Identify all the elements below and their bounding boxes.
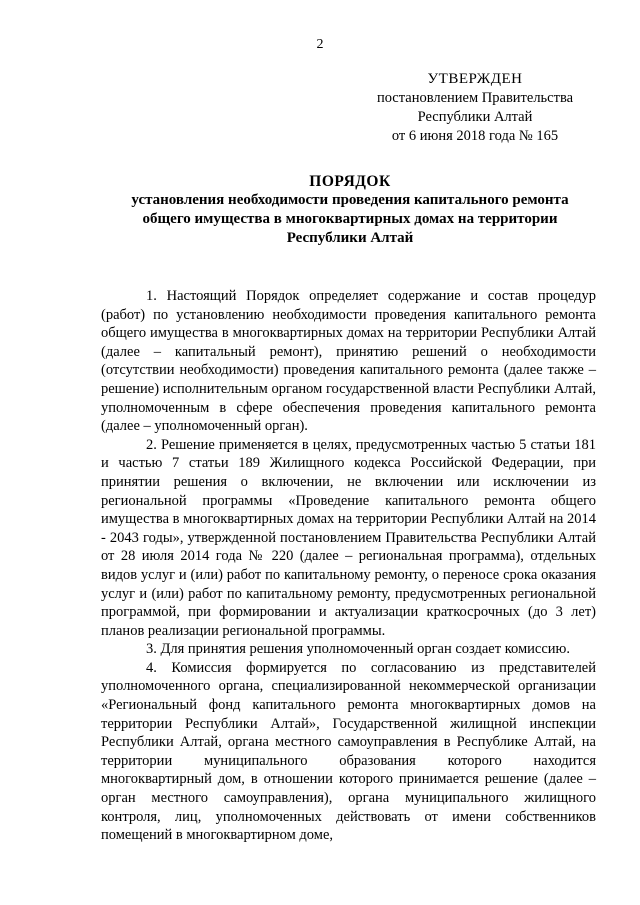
approval-line: Республики Алтай bbox=[417, 109, 533, 125]
approval-date: от 6 июня 2018 года № 165 bbox=[391, 128, 559, 144]
title-main: ПОРЯДОК bbox=[309, 173, 391, 190]
title-line: общего имущества в многоквартирных домах на территории bbox=[142, 211, 558, 227]
document-body bbox=[101, 287, 596, 845]
approval-line: постановлением Правительства bbox=[376, 90, 574, 106]
document-title bbox=[100, 172, 600, 248]
paragraph: 4. Комиссия формируется по согласованию из представителей уполномоченного органа, специализированной некоммерческой организации «Региональный фонд капитального ремонта многоквартирных домов на территории Республики Алтай», Государственной жилищной инспекции Республики Алтай, органа местного самоуправления в Республике Алтай, на территории муниципального образования которого находится многоквартирный дом, в отношении которого принимается решение (далее – орган местного самоуправления), органа муниципального жилищного контроля, лиц, уполномоченных действовать от имени собственников помещений в многоквартирном доме, bbox=[101, 659, 596, 844]
paragraph: 1. Настоящий Порядок определяет содержание и состав процедур (работ) по установлению необходимости проведения капитального ремонта общего имущества в многоквартирных домах на территории Республики Алтай (далее – капитальный ремонт), принятию решений о необходимости (отсутствии необходимости) проведения капитального ремонта (далее также – решение) исполнительным органом государственной власти Республики Алтай, уполномоченным в сфере обеспечения проведения капитального ремонта (далее – уполномоченный орган). bbox=[101, 288, 596, 435]
page-number: 2 bbox=[316, 37, 324, 52]
approval-stamp: УТВЕРЖДЕН bbox=[427, 71, 523, 87]
title-line: Республики Алтай bbox=[286, 230, 414, 246]
paragraph: 3. Для принятия решения уполномоченный орган создает комиссию. bbox=[146, 641, 571, 658]
approval-block bbox=[360, 70, 590, 146]
paragraph: 2. Решение применяется в целях, предусмотренных частью 5 статьи 181 и частью 7 статьи 189 Жилищного кодекса Российской Федерации, при принятии решения о включении, не включении или исключении из региональной программы «Проведение капитального ремонта общего имущества в многоквартирных домах на территории Республики Алтай на 2014 - 2043 годы», утвержденной постановлением Правительства Республики Алтай от 28 июля 2014 года № 220 (далее – региональная программа), отдельных видов услуг и (или) работ по капитальному ремонту, о переносе срока оказания услуг и (или) работ по капитальному ремонту, предусмотренных региональной программой, при формировании и актуализации краткосрочных (до 3 лет) планов реализации региональной программы. bbox=[101, 436, 596, 639]
title-line: установления необходимости проведения капитального ремонта bbox=[131, 192, 569, 208]
